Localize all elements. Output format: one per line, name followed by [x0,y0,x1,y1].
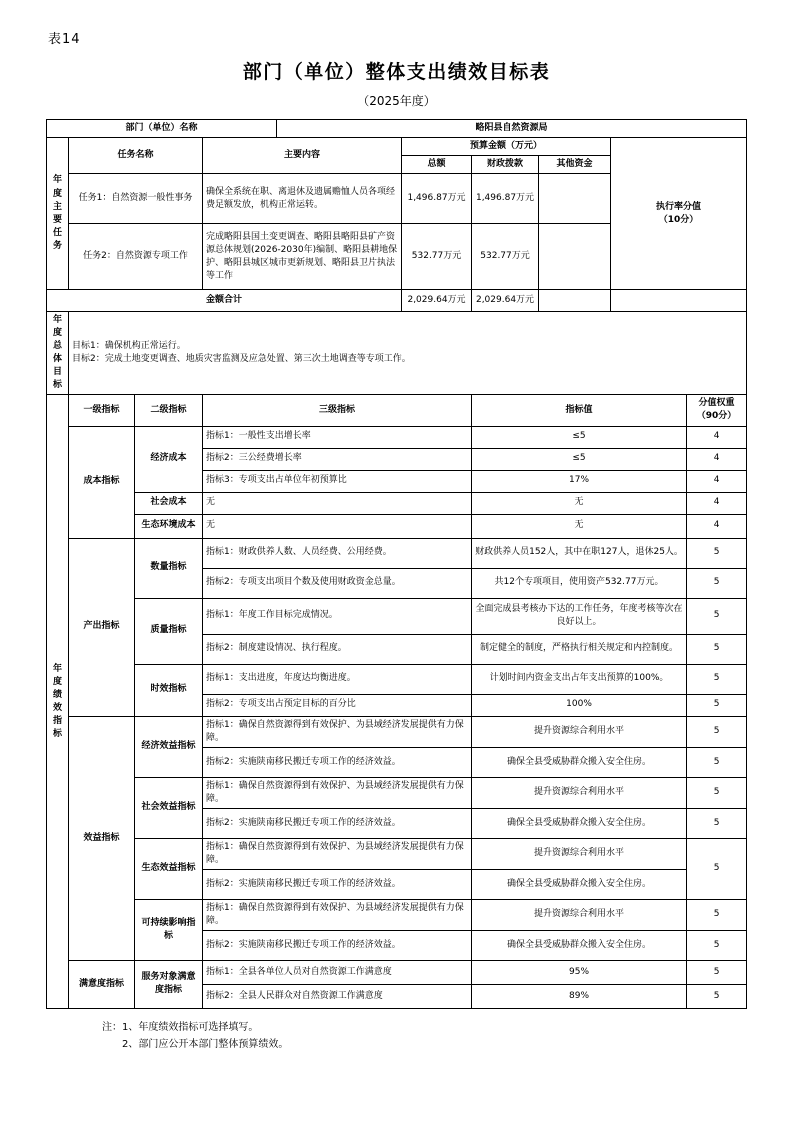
level3-indicator: 指标1：确保自然资源得到有效保护、为县域经济发展提供有力保障。 [203,777,472,808]
indicator-value: ≤5 [472,448,687,470]
level1-benefit-indicator: 效益指标 [69,716,135,960]
overall-goal-line-1: 目标1：确保机构正常运行。 [72,341,186,352]
level3-indicator: 指标1：确保自然资源得到有效保护、为县域经济发展提供有力保障。 [203,716,472,747]
table-row-indicator-header [47,395,747,426]
level1-output-indicator: 产出指标 [69,538,135,716]
level3-indicator: 指标2：实施陕南移民搬迁专项工作的经济效益。 [203,808,472,838]
table-row-indicator [47,538,747,568]
level3-indicator: 指标1：全县各单位人员对自然资源工作满意度 [203,960,472,984]
col-budget-amount: 预算金额（万元） [402,138,611,156]
execution-score-line1: 执行率分值 [656,201,702,212]
level2-sustainable-impact: 可持续影响指标 [135,899,203,960]
form-number: 表14 [48,32,81,47]
section-label-overall-goal: 年 度 总 体 目 标 [47,312,69,395]
table-row-indicator [47,716,747,747]
level3-indicator: 指标2：实施陕南移民搬迁专项工作的经济效益。 [203,930,472,960]
indicator-value: 提升资源综合利用水平 [472,716,687,747]
indicator-value: 17% [472,470,687,492]
indicator-value: 100% [472,694,687,716]
table-row-indicator [47,960,747,984]
col-level1-indicator: 一级指标 [69,395,135,426]
level2-economic-cost: 经济成本 [135,426,203,492]
indicator-value: 财政供养人员152人，其中在职127人，退休25人。 [472,538,687,568]
indicator-value: 计划时间内资金支出占年支出预算的100%。 [472,664,687,694]
task-1-content: 确保全系统在职、离退休及遗属赡恤人员各项经费足额发放，机构正常运转。 [203,174,402,224]
amount-sum-fiscal: 2,029.64万元 [472,290,539,312]
table-row-indicator [47,492,747,514]
table-row-indicator [47,514,747,538]
table-row-task-header-1 [47,138,747,156]
weight-line1: 分值权重 [698,398,735,409]
indicator-value: 制定健全的制度，严格执行相关规定和内控制度。 [472,634,687,664]
level2-service-satisfaction: 服务对象满意度指标 [135,960,203,1008]
indicator-weight: 5 [687,694,747,716]
col-level2-indicator: 二级指标 [135,395,203,426]
indicator-weight: 5 [687,634,747,664]
indicator-weight: 4 [687,448,747,470]
level2-eco-benefit: 生态效益指标 [135,838,203,899]
overall-goal-content [69,312,747,395]
indicator-weight: 4 [687,426,747,448]
level3-indicator: 指标1：支出进度，年度达均衡进度。 [203,664,472,694]
task-2-total: 532.77万元 [402,224,472,290]
indicator-value: 确保全县受威胁群众搬入安全住房。 [472,747,687,777]
table-row-indicator [47,598,747,634]
level2-quantity: 数量指标 [135,538,203,598]
indicator-weight: 5 [687,899,747,930]
indicator-value: 确保全县受威胁群众搬入安全住房。 [472,808,687,838]
level1-cost-indicator: 成本指标 [69,426,135,538]
indicator-weight: 5 [687,598,747,634]
level3-indicator: 指标1：确保自然资源得到有效保护、为县域经济发展提供有力保障。 [203,899,472,930]
indicator-weight: 5 [687,808,747,838]
task-1-fiscal: 1,496.87万元 [472,174,539,224]
level3-indicator: 无 [203,492,472,514]
task-1-total: 1,496.87万元 [402,174,472,224]
execution-score-line2: （10分） [658,214,699,225]
indicator-weight: 5 [687,664,747,694]
indicator-weight: 5 [687,777,747,808]
col-budget-total: 总额 [402,156,472,174]
indicator-weight: 5 [687,538,747,568]
table-row-overall-goals [47,312,747,395]
level2-timeliness: 时效指标 [135,664,203,716]
level3-indicator: 指标1：财政供养人数、人员经费、公用经费。 [203,538,472,568]
level2-social-benefit: 社会效益指标 [135,777,203,838]
indicator-value: 95% [472,960,687,984]
indicator-weight: 5 [687,984,747,1008]
indicator-weight: 4 [687,470,747,492]
footnotes [102,1019,747,1053]
table-row-amount-sum [47,290,747,312]
table-row-indicator [47,426,747,448]
level3-indicator: 指标1：年度工作目标完成情况。 [203,598,472,634]
level3-indicator: 指标2：制度建设情况、执行程度。 [203,634,472,664]
task-1-other [539,174,611,224]
level3-indicator: 指标1：确保自然资源得到有效保护、为县域经济发展提供有力保障。 [203,838,472,869]
page-subtitle: （2025年度） [357,94,436,108]
table-row-indicator [47,777,747,808]
indicator-value: 全面完成县考核办下达的工作任务，年度考核等次在良好以上。 [472,598,687,634]
indicator-weight: 5 [687,716,747,747]
footnote-1: 注：1、年度绩效指标可选择填写。 [102,1021,259,1033]
section-label-annual-tasks: 年 度 主 要 任 务 [47,138,69,290]
col-budget-other: 其他资金 [539,156,611,174]
indicator-value: 共12个专项项目，使用资产532.77万元。 [472,568,687,598]
indicator-weight: 5 [687,838,747,899]
level3-indicator: 指标3：专项支出占单位年初预算比 [203,470,472,492]
col-level3-indicator: 三级指标 [203,395,472,426]
level2-eco-env-cost: 生态环境成本 [135,514,203,538]
level3-indicator: 指标2：专项支出占预定目标的百分比 [203,694,472,716]
indicator-value: 无 [472,514,687,538]
level3-indicator: 指标2：专项支出项目个数及使用财政资金总量。 [203,568,472,598]
amount-sum-total: 2,029.64万元 [402,290,472,312]
col-execution-score [611,138,747,290]
level3-indicator: 指标2：实施陕南移民搬迁专项工作的经济效益。 [203,747,472,777]
level2-social-cost: 社会成本 [135,492,203,514]
table-row-indicator [47,664,747,694]
amount-sum-score-blank [611,290,747,312]
col-budget-fiscal: 财政拨款 [472,156,539,174]
indicator-weight: 4 [687,514,747,538]
indicator-value: 确保全县受威胁群众搬入安全住房。 [472,930,687,960]
page-title: 部门（单位）整体支出绩效目标表 [242,61,551,83]
table-row-indicator [47,899,747,930]
indicator-weight: 5 [687,747,747,777]
amount-sum-other [539,290,611,312]
level2-economic-benefit: 经济效益指标 [135,716,203,777]
indicator-value: 提升资源综合利用水平 [472,838,687,869]
task-2-content: 完成略阳县国土变更调查、略阳县略阳县矿产资源总体规划(2026-2030年)编制、略阳县耕地保护、略阳县城区城市更新规划、略阳县卫片执法等工作 [203,224,402,290]
amount-sum-label: 金额合计 [47,290,402,312]
footnote-2: 2、部门应公开本部门整体预算绩效。 [102,1038,289,1050]
indicator-value: 89% [472,984,687,1008]
col-indicator-value: 指标值 [472,395,687,426]
section-label-annual-performance: 年 度 绩 效 指 标 [47,395,69,1008]
indicator-value: 确保全县受威胁群众搬入安全住房。 [472,869,687,899]
level2-quality: 质量指标 [135,598,203,664]
indicator-weight: 5 [687,568,747,598]
task-2-name: 任务2：自然资源专项工作 [69,224,203,290]
weight-line2: （90分） [696,411,737,422]
indicator-value: 提升资源综合利用水平 [472,899,687,930]
col-task-name: 任务名称 [69,138,203,174]
level3-indicator: 指标1：一般性支出增长率 [203,426,472,448]
table-row-dept [47,120,747,138]
col-weight [687,395,747,426]
task-2-fiscal: 532.77万元 [472,224,539,290]
level3-indicator: 指标2：全县人民群众对自然资源工作满意度 [203,984,472,1008]
level3-indicator: 无 [203,514,472,538]
table-row-indicator [47,838,747,869]
col-main-content: 主要内容 [203,138,402,174]
dept-name-label: 部门（单位）名称 [47,120,277,138]
indicator-weight: 5 [687,960,747,984]
indicator-value: ≤5 [472,426,687,448]
level3-indicator: 指标2：三公经费增长率 [203,448,472,470]
indicator-value: 无 [472,492,687,514]
overall-goal-line-2: 目标2：完成土地变更调查、地质灾害监测及应急处置、第三次土地调查等专项工作。 [72,354,411,365]
level3-indicator: 指标2：实施陕南移民搬迁专项工作的经济效益。 [203,869,472,899]
indicator-value: 提升资源综合利用水平 [472,777,687,808]
performance-target-table [46,119,747,1009]
indicator-weight: 4 [687,492,747,514]
indicator-weight: 5 [687,930,747,960]
level1-satisfaction-indicator: 满意度指标 [69,960,135,1008]
task-2-other [539,224,611,290]
dept-name-value: 略阳县自然资源局 [277,120,747,138]
task-1-name: 任务1：自然资源一般性事务 [69,174,203,224]
